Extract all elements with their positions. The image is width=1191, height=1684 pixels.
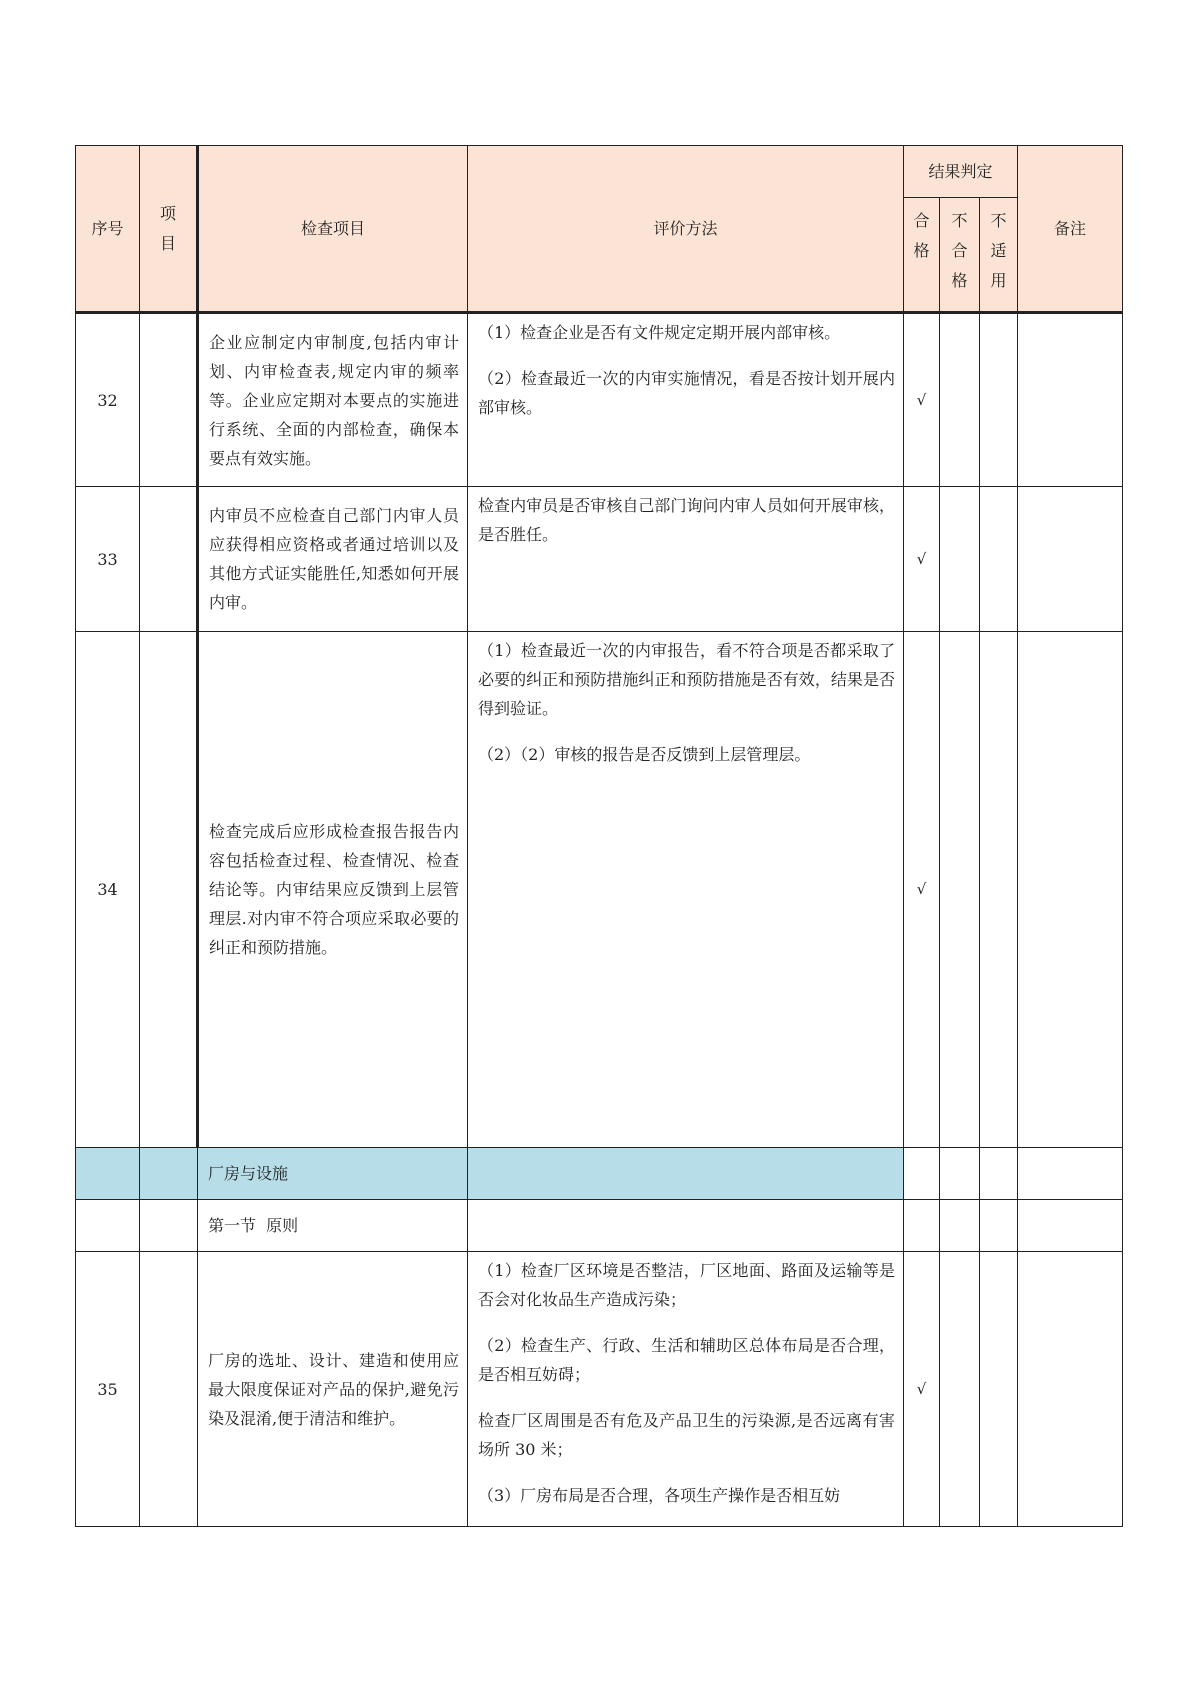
pass-check: √ <box>904 1252 940 1527</box>
header-row-1 <box>76 146 1123 198</box>
row-check-item: 厂房的选址、设计、建造和使用应最大限度保证对产品的保护,避免污染及混淆,便于清洁和维护。 <box>198 1252 468 1527</box>
row-item <box>140 1252 198 1527</box>
method-line: （2）（2）审核的报告是否反馈到上层管理层。 <box>478 745 811 764</box>
row-number: 35 <box>76 1252 140 1527</box>
method-line: （1）检查最近一次的内审报告，看不符合项是否都采取了必要的纠正和预防措施纠正和预防措施是否有效，结果是否得到验证。 <box>478 641 895 718</box>
na-check <box>980 632 1018 1148</box>
header-check-item: 检查项目 <box>198 146 468 313</box>
na-check <box>980 1148 1018 1200</box>
row-item <box>140 1200 198 1252</box>
header-result: 结果判定 <box>904 146 1018 198</box>
row-method <box>468 1252 904 1527</box>
row-item <box>140 632 198 1148</box>
table-row <box>76 313 1123 487</box>
method-line: 检查厂区周围是否有危及产品卫生的污染源,是否远离有害场所 30 米； <box>478 1411 895 1459</box>
row-remark <box>1018 487 1123 632</box>
fail-check <box>940 1252 980 1527</box>
row-item <box>140 1148 198 1200</box>
na-check <box>980 1252 1018 1527</box>
row-method <box>468 1148 904 1200</box>
header-remark: 备注 <box>1018 146 1123 313</box>
header-method: 评价方法 <box>468 146 904 313</box>
table-row <box>76 1252 1123 1527</box>
pass-check: √ <box>904 632 940 1148</box>
row-remark <box>1018 313 1123 487</box>
fail-check <box>940 1200 980 1252</box>
method-line: （1）检查企业是否有文件规定定期开展内部审核。 <box>478 323 841 342</box>
subsection-row <box>76 1200 1123 1252</box>
row-method <box>468 487 904 632</box>
table-row <box>76 487 1123 632</box>
method-line: （3）厂房布局是否合理，各项生产操作是否相互妨 <box>478 1486 841 1505</box>
section-title: 厂房与设施 <box>198 1148 468 1200</box>
pass-check <box>904 1148 940 1200</box>
row-number: 32 <box>76 313 140 487</box>
row-method <box>468 313 904 487</box>
na-check <box>980 313 1018 487</box>
inspection-table <box>75 145 1123 1527</box>
section-row <box>76 1148 1123 1200</box>
header-pass: 合格 <box>904 198 940 313</box>
row-check-item: 内审员不应检查自己部门内审人员应获得相应资格或者通过培训以及其他方式证实能胜任,知悉如何开展内审。 <box>198 487 468 632</box>
pass-check <box>904 1200 940 1252</box>
row-remark <box>1018 632 1123 1148</box>
method-line: （1）检查厂区环境是否整洁，厂区地面、路面及运输等是否会对化妆品生产造成污染； <box>478 1261 895 1309</box>
na-check <box>980 487 1018 632</box>
fail-check <box>940 487 980 632</box>
row-method <box>468 1200 904 1252</box>
row-item <box>140 487 198 632</box>
row-item <box>140 313 198 487</box>
subsection-title: 第一节 原则 <box>198 1200 468 1252</box>
row-check-item: 检查完成后应形成检查报告报告内容包括检查过程、检查情况、检查结论等。内审结果应反馈到上层管理层.对内审不符合项应采取必要的纠正和预防措施。 <box>198 632 468 1148</box>
na-check <box>980 1200 1018 1252</box>
pass-check: √ <box>904 487 940 632</box>
row-number <box>76 1200 140 1252</box>
fail-check <box>940 632 980 1148</box>
row-method <box>468 632 904 1148</box>
table-row <box>76 632 1123 1148</box>
method-line: （2）检查最近一次的内审实施情况，看是否按计划开展内部审核。 <box>478 369 895 417</box>
row-check-item: 企业应制定内审制度,包括内审计划、内审检查表,规定内审的频率等。企业应定期对本要点的实施进行系统、全面的内部检查，确保本要点有效实施。 <box>198 313 468 487</box>
row-remark <box>1018 1200 1123 1252</box>
header-seq: 序号 <box>76 146 140 313</box>
fail-check <box>940 1148 980 1200</box>
row-number <box>76 1148 140 1200</box>
pass-check: √ <box>904 313 940 487</box>
method-line: 检查内审员是否审核自己部门询问内审人员如何开展审核，是否胜任。 <box>478 496 895 544</box>
row-number: 34 <box>76 632 140 1148</box>
fail-check <box>940 313 980 487</box>
row-number: 33 <box>76 487 140 632</box>
row-remark <box>1018 1148 1123 1200</box>
header-item: 项目 <box>140 146 198 313</box>
header-na: 不适用 <box>980 198 1018 313</box>
header-fail: 不合格 <box>940 198 980 313</box>
row-remark <box>1018 1252 1123 1527</box>
method-line: （2）检查生产、行政、生活和辅助区总体布局是否合理，是否相互妨碍； <box>478 1336 895 1384</box>
